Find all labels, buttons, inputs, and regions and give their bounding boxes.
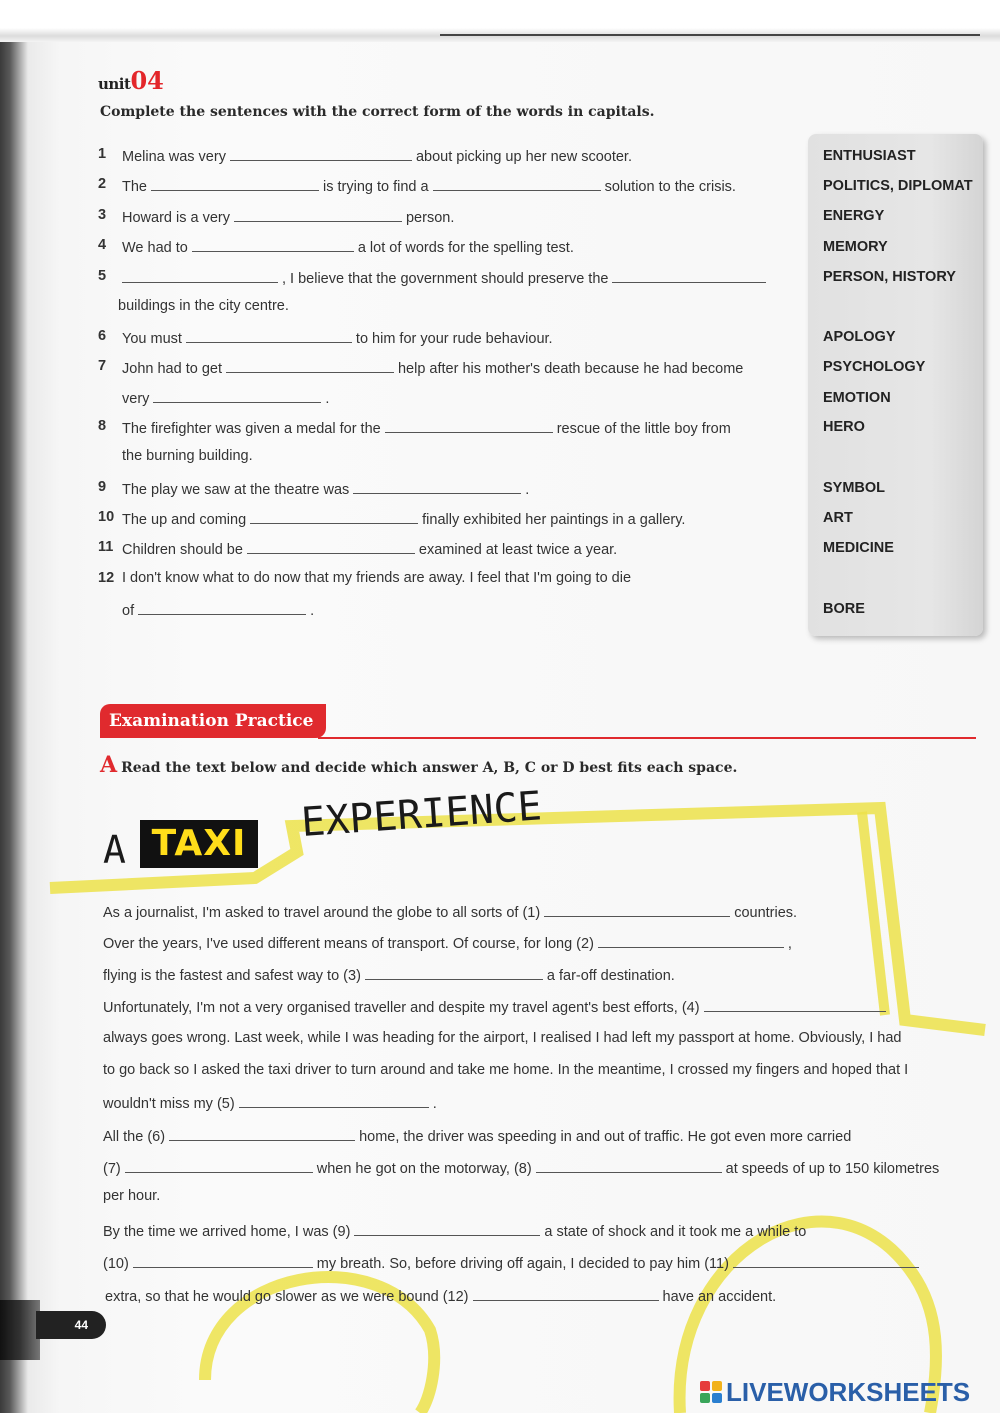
capital-word: ENERGY <box>823 208 885 224</box>
story-text-segment: a state of shock and it took me a while to <box>544 1224 807 1240</box>
exercise-sentence-continued <box>122 388 329 407</box>
sentence-text: is trying to find a <box>323 179 429 195</box>
story-line <box>103 965 675 984</box>
story-text-segment: at speeds of up to 150 kilometres <box>725 1161 940 1177</box>
exercise-sentence-continued <box>122 600 314 619</box>
unit-label <box>98 66 164 95</box>
gap-blank[interactable] <box>598 933 784 948</box>
section-instruction: Read the text below and decide which answer A, B, C or D best fits each space. <box>121 760 738 776</box>
gap-blank[interactable] <box>733 1253 919 1268</box>
sentence-text: person. <box>405 210 455 226</box>
sentence-text: The play we saw at the theatre was <box>122 482 350 498</box>
story-text-segment: (10) <box>103 1256 129 1272</box>
capital-word: PSYCHOLOGY <box>823 359 926 375</box>
story-text-segment: home, the driver was speeding in and out of traffic. He got even more carried <box>359 1129 852 1145</box>
exercise-sentence <box>122 328 553 347</box>
story-title-experience: EXPERIENCE <box>299 783 544 846</box>
sentence-text: . <box>525 482 530 498</box>
answer-blank[interactable] <box>433 176 601 191</box>
exercise-sentence <box>122 418 731 437</box>
story-text-segment: wouldn't miss my (5) <box>103 1096 235 1112</box>
answer-blank[interactable] <box>153 388 321 403</box>
gap-blank[interactable] <box>365 965 543 980</box>
capital-word: POLITICS, DIPLOMAT <box>823 178 973 194</box>
yellow-roof-right <box>862 812 885 1015</box>
story-text-segment: per hour. <box>103 1188 161 1204</box>
sentence-text: John had to get <box>122 361 222 377</box>
sentence-text: rescue of the little boy from <box>556 421 731 437</box>
page-spine <box>0 1300 40 1360</box>
story-title-a: A <box>103 828 126 872</box>
exercise-sentence <box>122 358 743 377</box>
answer-blank[interactable] <box>138 600 306 615</box>
gap-blank[interactable] <box>169 1126 355 1141</box>
exercise-sentence-continued <box>122 448 253 464</box>
exercise-number: 9 <box>98 479 107 495</box>
sentence-text: a lot of words for the spelling test. <box>357 240 574 256</box>
story-text-segment: As a journalist, I'm asked to travel around the globe to all sorts of (1) <box>103 905 541 921</box>
answer-blank[interactable] <box>385 418 553 433</box>
story-text-segment: to go back so I asked the taxi driver to turn around and take me home. In the meantime, I crossed my fingers and hoped that I <box>103 1062 909 1078</box>
story-text-segment: countries. <box>734 905 798 921</box>
top-rule <box>440 34 980 36</box>
exercise-sentence <box>122 146 632 165</box>
unit-number: 04 <box>130 66 164 95</box>
answer-blank[interactable] <box>230 146 412 161</box>
gap-blank[interactable] <box>133 1253 313 1268</box>
story-line <box>103 1062 908 1078</box>
capital-word: MEDICINE <box>823 540 894 556</box>
answer-blank[interactable] <box>612 268 766 283</box>
sentence-text: buildings in the city centre. <box>118 298 289 314</box>
story-text-segment: , <box>787 936 792 952</box>
sentence-text: of <box>122 603 135 619</box>
capital-word: APOLOGY <box>823 329 896 345</box>
gap-blank[interactable] <box>544 902 730 917</box>
section-a-heading <box>100 752 737 778</box>
sentence-text: very <box>122 391 150 407</box>
sentence-text: We had to <box>122 240 188 256</box>
sentence-text: The up and coming <box>122 512 247 528</box>
answer-blank[interactable] <box>151 176 319 191</box>
exercise-number: 5 <box>98 268 107 284</box>
exercise-number: 4 <box>98 237 107 253</box>
page-number: 44 <box>36 1311 106 1339</box>
exercise-sentence <box>122 176 736 195</box>
story-text-segment: (7) <box>103 1161 121 1177</box>
unit-word: unit <box>98 75 131 93</box>
story-title-taxi: TAXI <box>140 820 258 868</box>
gap-blank[interactable] <box>704 997 886 1012</box>
capital-word: ART <box>823 510 853 526</box>
story-line <box>103 1126 851 1145</box>
story-text-segment: when he got on the motorway, (8) <box>316 1161 532 1177</box>
sentence-text: . <box>310 603 315 619</box>
story-text-segment: By the time we arrived home, I was (9) <box>103 1224 351 1240</box>
sentence-text: examined at least twice a year. <box>418 542 618 558</box>
exercise-sentence <box>122 207 454 226</box>
capital-word: BORE <box>823 601 865 617</box>
story-text-segment: All the (6) <box>103 1129 166 1145</box>
gap-blank[interactable] <box>536 1158 722 1173</box>
exercise-sentence-continued <box>118 298 289 314</box>
sentence-text: finally exhibited her paintings in a gallery. <box>422 512 686 528</box>
sentence-text: to him for your rude behaviour. <box>355 331 553 347</box>
liveworksheets-logo-icon <box>700 1381 722 1403</box>
exercise-number: 6 <box>98 328 107 344</box>
exercise-sentence <box>122 539 617 558</box>
exercise-number: 7 <box>98 358 107 374</box>
answer-blank[interactable] <box>122 268 278 283</box>
sentence-text: . <box>325 391 330 407</box>
sentence-text: I don't know what to do now that my friends are away. I feel that I'm going to die <box>122 570 632 586</box>
answer-blank[interactable] <box>250 509 418 524</box>
story-text-segment: have an accident. <box>662 1289 777 1305</box>
exercise-sentence <box>122 479 529 498</box>
sentence-text: Howard is a very <box>122 210 230 226</box>
story-text-segment: . <box>432 1096 437 1112</box>
story-text-segment: Over the years, I've used different means of transport. Of course, for long (2) <box>103 936 594 952</box>
story-text-segment: extra, so that he would go slower as we were bound (12) <box>105 1289 469 1305</box>
capital-word: PERSON, HISTORY <box>823 269 956 285</box>
answer-blank[interactable] <box>226 358 394 373</box>
exercise-number: 2 <box>98 176 107 192</box>
exam-practice-banner: Examination Practice <box>100 704 326 738</box>
exercise-number: 11 <box>98 539 114 555</box>
capital-word: MEMORY <box>823 239 888 255</box>
capital-word: ENTHUSIAST <box>823 148 916 164</box>
sentence-text: the burning building. <box>122 448 253 464</box>
logo-text: LIVEWORKSHEETS <box>726 1377 971 1407</box>
exercise-number: 12 <box>98 570 115 586</box>
exercise-sentence <box>122 509 685 528</box>
story-text-segment: Unfortunately, I'm not a very organised traveller and despite my travel agent's best efforts, (4) <box>103 1000 700 1016</box>
sentence-text: You must <box>122 331 182 347</box>
sentence-text: help after his mother's death because he had become <box>397 361 744 377</box>
gap-blank[interactable] <box>125 1158 313 1173</box>
sentence-text: Children should be <box>122 542 243 558</box>
exercise-instruction: Complete the sentences with the correct form of the words in capitals. <box>100 104 655 120</box>
exercise-number: 1 <box>98 146 107 162</box>
story-line <box>103 1221 806 1240</box>
sentence-text: solution to the crisis. <box>604 179 736 195</box>
gap-blank[interactable] <box>239 1093 429 1108</box>
gap-blank[interactable] <box>473 1286 659 1301</box>
answer-blank[interactable] <box>186 328 352 343</box>
exercise-sentence <box>122 570 631 586</box>
story-text-segment: flying is the fastest and safest way to (3) <box>103 968 361 984</box>
answer-blank[interactable] <box>192 237 354 252</box>
sentence-text: The firefighter was given a medal for the <box>122 421 381 437</box>
exercise-number: 3 <box>98 207 107 223</box>
answer-blank[interactable] <box>247 539 415 554</box>
story-line <box>105 1286 776 1305</box>
story-line <box>103 1158 939 1177</box>
exercise-number: 10 <box>98 509 115 525</box>
section-letter: A <box>100 752 118 778</box>
story-text-segment: my breath. So, before driving off again, I decided to pay him (11) <box>316 1256 729 1272</box>
gap-blank[interactable] <box>354 1221 540 1236</box>
capital-word: EMOTION <box>823 390 891 406</box>
exercise-sentence <box>122 237 574 256</box>
sentence-text: Melina was very <box>122 149 226 165</box>
story-line <box>103 902 797 921</box>
story-line <box>103 1030 901 1046</box>
story-line <box>103 933 792 952</box>
answer-blank[interactable] <box>234 207 402 222</box>
story-text-segment: a far-off destination. <box>546 968 675 984</box>
capital-word: HERO <box>823 419 865 435</box>
exercise-number: 8 <box>98 418 107 434</box>
story-line <box>103 1253 923 1272</box>
story-line <box>103 997 890 1016</box>
exam-banner-rule <box>318 737 976 739</box>
exercise-sentence <box>118 268 770 287</box>
answer-blank[interactable] <box>353 479 521 494</box>
story-line <box>103 1093 437 1112</box>
sentence-text: about picking up her new scooter. <box>415 149 632 165</box>
sentence-text: , I believe that the government should preserve the <box>282 271 609 287</box>
story-text-segment: always goes wrong. Last week, while I was heading for the airport, I realised I had left my passport at home. Obviously, I had <box>103 1030 902 1046</box>
sentence-text: The <box>122 179 147 195</box>
story-line <box>103 1188 160 1204</box>
capital-word: SYMBOL <box>823 480 886 496</box>
